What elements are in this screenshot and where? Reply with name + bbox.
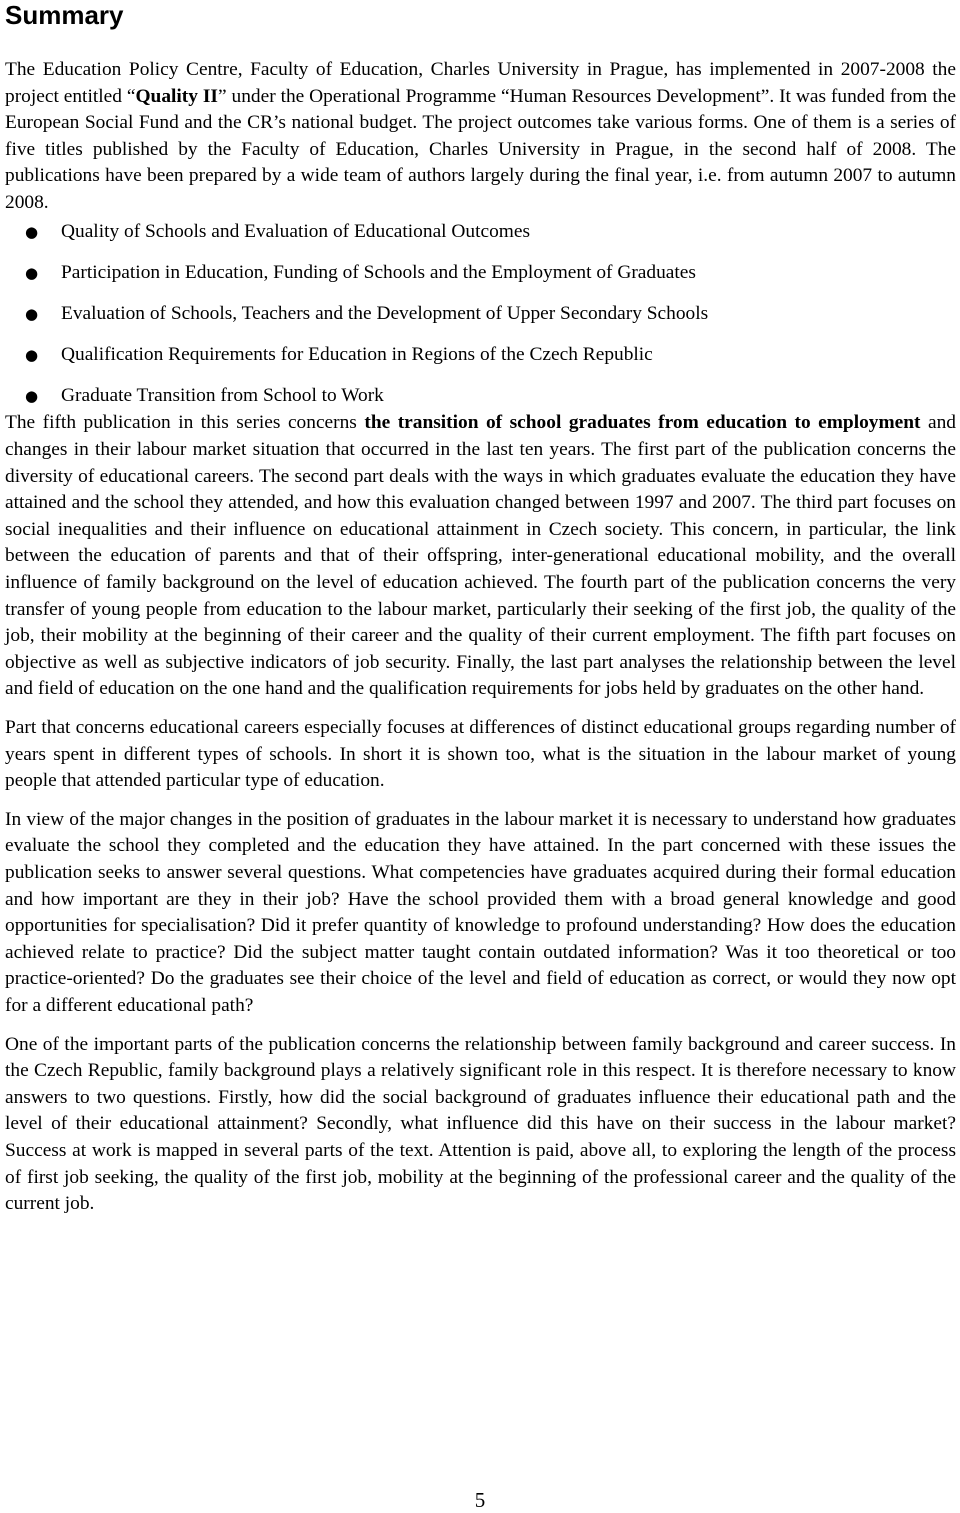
intro-text-end: ” under the Operational Programme “Human Resources Development”. It was funded from the European Social Fund and the CR’s national budget. The project outcomes take various forms. One of them is a series of five titles published by the Faculty of Education, Charles University in Prague, in the second half of 2008. The publications have been prepared by a wide team of authors largely during the final year, i.e. from autumn 2007 to autumn 2008.: [5, 85, 957, 213]
document-page: [5, 0, 956, 1218]
intro-paragraph: [5, 57, 956, 217]
list-item-text: Qualification Requirements for Education in Regions of the Czech Republic: [61, 343, 653, 365]
intro-text-start: The Education Policy Centre, Faculty of Education, Charles University in Prague, has implemented in 2007-2008 the project entitled “: [5, 59, 956, 107]
bullet-icon: ●: [25, 263, 39, 282]
list-item-text: Evaluation of Schools, Teachers and the Development of Upper Secondary Schools: [61, 302, 709, 324]
educational-careers-paragraph: Part that concerns educational careers especially focuses at differences of distinct educational groups regarding number of years spent in different types of schools. In short it is shown too, what is the situation in the labour market of young people that attended particular type of education.: [5, 717, 956, 792]
list-item: [5, 260, 956, 287]
list-item-text: Participation in Education, Funding of Schools and the Employment of Graduates: [61, 261, 696, 283]
bullet-icon: ●: [25, 222, 39, 241]
publication-list: [5, 219, 956, 410]
family-background-paragraph: One of the important parts of the publication concerns the relationship between family background and career success. In the Czech Republic, family background plays a relatively significant role in this respect. It is therefore necessary to know answers to two questions. Firstly, how did the social background of graduates influence their educational path and the level of their educational attainment? Secondly, what influence did this have on their success in the labour market? Success at work is mapped in several parts of the text. Attention is paid, above all, to exploring the length of the process of first job seeking, the quality of the first job, mobility at the beginning of the professional career and the quality of the current job.: [5, 1033, 956, 1215]
list-item: [5, 342, 956, 369]
fifth-publication-text-end: and changes in their labour market situation that occurred in the last ten years. The first part of the publication concerns the diversity of educational careers. The second part deals with the ways in which graduates evaluate the education they have attained and the school they attended, and how this evaluation changed between 1997 and 2007. The third part focuses on social inequalities and their influence on educational attainment in Czech society. This concern, in particular, the link between the education of parents and that of their offspring, inter-generational educational mobility, and the overall influence of family background on the level of education achieved. The fourth part of the publication concerns the very transfer of young people from education to the labour market, particularly their seeking of the first job, the quality of the job, their mobility at the beginning of their career and the quality of their current employment. The fifth part focuses on objective as well as subjective indicators of job security. Finally, the last part analyses the relationship between the level and field of education on the one hand and the qualification requirements for jobs held by graduates on the other hand.: [5, 412, 956, 700]
publication-topic: the transition of school graduates from education to employment: [364, 412, 921, 434]
list-item-text: Quality of Schools and Evaluation of Educational Outcomes: [61, 220, 531, 242]
fifth-publication-text-start: The fifth publication in this series concerns: [5, 412, 365, 434]
fifth-publication-paragraph: [5, 410, 956, 703]
project-name: Quality II: [135, 85, 218, 107]
bullet-icon: ●: [25, 386, 39, 405]
list-item: [5, 219, 956, 246]
list-item-text: Graduate Transition from School to Work: [61, 384, 384, 406]
bullet-icon: ●: [25, 304, 39, 323]
page-title: Summary: [5, 0, 124, 30]
list-item: [5, 383, 956, 410]
list-item: [5, 301, 956, 328]
bullet-icon: ●: [25, 345, 39, 364]
page-number: 5: [474, 1488, 486, 1512]
graduate-evaluation-paragraph: In view of the major changes in the position of graduates in the labour market it is necessary to understand how graduates evaluate the school they completed and the education they have attained. In the part concerned with these issues the publication seeks to answer several questions. What competencies have graduates acquired during their formal education and how important are they in their job? Have the school provided them with a broad general knowledge and good opportunities for specialisation? Did it prefer quantity of knowledge to profound understanding? How does the education achieved relate to practice? Did the subject matter taught contain outdated information? Was it too theoretical or too practice-oriented? Do the graduates see their choice of the level and field of education as correct, or would they now opt for a different educational path?: [5, 808, 956, 1016]
